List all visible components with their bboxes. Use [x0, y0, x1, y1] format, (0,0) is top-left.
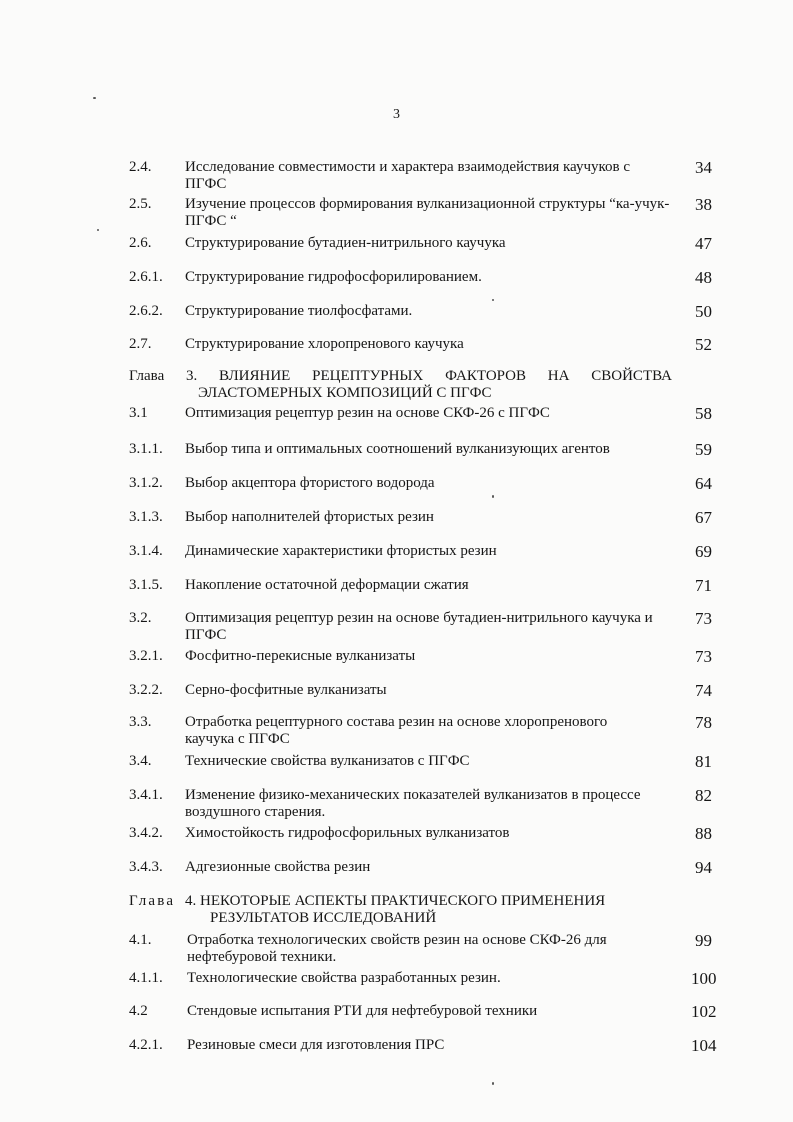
toc-entry-number: 3.1.3.	[129, 509, 163, 525]
chapter-4-title-line2: РЕЗУЛЬТАТОВ ИССЛЕДОВАНИЙ	[210, 910, 437, 926]
toc-entry-page: 47	[695, 234, 712, 253]
toc-entry-title: Серно-фосфитные вулканизаты	[185, 682, 387, 698]
toc-entry-title: Исследование совместимости и характера взаимодействия каучуков с ПГФС	[185, 159, 630, 192]
toc-entry-page: 94	[695, 858, 712, 877]
toc-entry-number: 4.2.1.	[129, 1037, 163, 1053]
toc-entry-page: 58	[695, 404, 712, 423]
toc-entry-number: 3.1.5.	[129, 577, 163, 593]
toc-entry-number: 2.6.1.	[129, 269, 163, 285]
toc-entry	[129, 269, 729, 303]
toc-entry-title: Технические свойства вулканизатов с ПГФС	[185, 753, 470, 769]
toc-entry-number: 2.6.2.	[129, 303, 163, 319]
toc-entry	[129, 1003, 729, 1037]
toc-entry-title: Фосфитно-перекисные вулканизаты	[185, 648, 416, 664]
toc-entry-number: 4.2	[129, 1003, 148, 1019]
toc-entry-title: Отработка рецептурного состава резин на основе хлоропренового каучука с ПГФС	[185, 714, 608, 747]
toc-entry-title: Структурирование хлоропренового каучука	[185, 336, 464, 352]
toc-entry-page: 88	[695, 824, 712, 843]
scan-speck	[93, 97, 96, 99]
page-number: 3	[393, 107, 400, 122]
toc-entry	[129, 859, 729, 893]
toc-entry-page: 52	[695, 335, 712, 354]
toc-entry-title: Накопление остаточной деформации сжатия	[185, 577, 469, 593]
toc-entry-page: 69	[695, 542, 712, 561]
toc-entry-page: 73	[695, 609, 712, 628]
toc-entry	[129, 610, 729, 644]
toc-entry-number: 3.1.2.	[129, 475, 163, 491]
scan-speck	[492, 299, 494, 301]
toc-entry-title: Стендовые испытания РТИ для нефтебуровой техники	[187, 1003, 538, 1019]
toc-entry-title: Структурирование бутадиен-нитрильного каучука	[185, 235, 506, 251]
toc-entry	[129, 825, 729, 859]
toc-entry-page: 99	[695, 931, 712, 950]
toc-entry-page: 104	[691, 1036, 717, 1055]
toc-entry-title: Отработка технологических свойств резин на основе СКФ-26 для нефтебуровой техники.	[187, 932, 607, 965]
toc-entry-page: 78	[695, 713, 712, 732]
toc-entry-title: Изучение процессов формирования вулканизационной структуры “ка-учук-ПГФС “	[185, 196, 670, 229]
toc-entry-number: 2.5.	[129, 196, 152, 212]
toc-entry-page: 67	[695, 508, 712, 527]
toc-entry-page: 102	[691, 1002, 717, 1021]
toc-entry-page: 59	[695, 440, 712, 459]
toc-entry-title: Адгезионные свойства резин	[185, 859, 371, 875]
toc-entry-page: 82	[695, 786, 712, 805]
toc-entry-number: 2.6.	[129, 235, 152, 251]
toc-entry-number: 3.4.1.	[129, 787, 163, 803]
toc-entry	[129, 577, 729, 611]
toc-entry-title: Выбор типа и оптимальных соотношений вулканизующих агентов	[185, 441, 610, 457]
scan-speck	[97, 229, 99, 231]
toc-entry-title: Изменение физико-механических показателей вулканизатов в процессе воздушного старения.	[185, 787, 641, 820]
toc-entry-title: Оптимизация рецептур резин на основе бутадиен-нитрильного каучука и ПГФС	[185, 610, 653, 643]
toc-entry-number: 3.1.1.	[129, 441, 163, 457]
toc-entry-number: 3.4.2.	[129, 825, 163, 841]
toc-entry-page: 50	[695, 302, 712, 321]
toc-entry	[129, 787, 729, 821]
toc-entry	[129, 932, 729, 966]
toc-entry	[129, 235, 729, 269]
toc-entry-page: 100	[691, 969, 717, 988]
toc-entry-page: 38	[695, 195, 712, 214]
toc-entry	[129, 303, 729, 337]
toc-entry-title: Химостойкость гидрофосфорильных вулканизатов	[185, 825, 510, 841]
toc-entry-title: Выбор наполнителей фтористых резин	[185, 509, 434, 525]
toc-entry	[129, 682, 729, 716]
toc-entry-page: 81	[695, 752, 712, 771]
toc-entry	[129, 336, 729, 370]
toc-entry-number: 3.2.1.	[129, 648, 163, 664]
toc-entry-title: Динамические характеристики фтористых резин	[185, 543, 497, 559]
toc-entry-page: 34	[695, 158, 712, 177]
toc-entry-number: 3.4.3.	[129, 859, 163, 875]
toc-entry	[129, 970, 729, 1004]
toc-entry-title: Оптимизация рецептур резин на основе СКФ-26 с ПГФС	[185, 405, 550, 421]
toc-entry	[129, 441, 729, 475]
chapter-4-heading	[129, 893, 674, 927]
toc-entry-page: 48	[695, 268, 712, 287]
toc-entry	[129, 648, 729, 682]
toc-entry-page: 64	[695, 474, 712, 493]
toc-entry-title: Выбор акцептора фтористого водорода	[185, 475, 435, 491]
toc-entry-number: 4.1.1.	[129, 970, 163, 986]
toc-entry	[129, 159, 729, 193]
chapter-3-title-line1: Глава 3. ВЛИЯНИЕ РЕЦЕПТУРНЫХ ФАКТОРОВ НА СВОЙСТВА	[129, 368, 672, 384]
scan-speck	[492, 1082, 494, 1085]
toc-entry	[129, 509, 729, 543]
chapter-3-title-line2: ЭЛАСТОМЕРНЫХ КОМПОЗИЦИЙ С ПГФС	[198, 385, 492, 401]
toc-entry-number: 3.2.	[129, 610, 152, 626]
toc-entry-title: Структурирование тиолфосфатами.	[185, 303, 413, 319]
toc-entry	[129, 714, 729, 748]
toc-entry-number: 2.4.	[129, 159, 152, 175]
toc-entry	[129, 405, 729, 439]
toc-entry-title: Структурирование гидрофосфорилированием.	[185, 269, 482, 285]
toc-entry	[129, 196, 729, 230]
toc-entry	[129, 543, 729, 577]
chapter-3-heading	[129, 368, 674, 402]
toc-entry-title: Резиновые смеси для изготовления ПРС	[187, 1037, 445, 1053]
toc-entry-number: 4.1.	[129, 932, 152, 948]
toc-entry-number: 3.4.	[129, 753, 152, 769]
chapter-4-title-line1: 4. НЕКОТОРЫЕ АСПЕКТЫ ПРАКТИЧЕСКОГО ПРИМЕНЕНИЯ	[184, 893, 606, 909]
toc-entry	[129, 1037, 729, 1071]
scan-speck	[492, 495, 494, 498]
toc-entry-page: 73	[695, 647, 712, 666]
toc-entry	[129, 475, 729, 509]
toc-entry-number: 3.3.	[129, 714, 152, 730]
toc-entry-number: 3.1	[129, 405, 148, 421]
toc-entry-page: 71	[695, 576, 712, 595]
toc-entry-number: 2.7.	[129, 336, 152, 352]
toc-entry-number: 3.2.2.	[129, 682, 163, 698]
toc-entry-number: 3.1.4.	[129, 543, 163, 559]
chapter-4-label: Глава	[129, 893, 176, 909]
toc-entry	[129, 753, 729, 787]
toc-entry-page: 74	[695, 681, 712, 700]
toc-entry-title: Технологические свойства разработанных резин.	[187, 970, 501, 986]
